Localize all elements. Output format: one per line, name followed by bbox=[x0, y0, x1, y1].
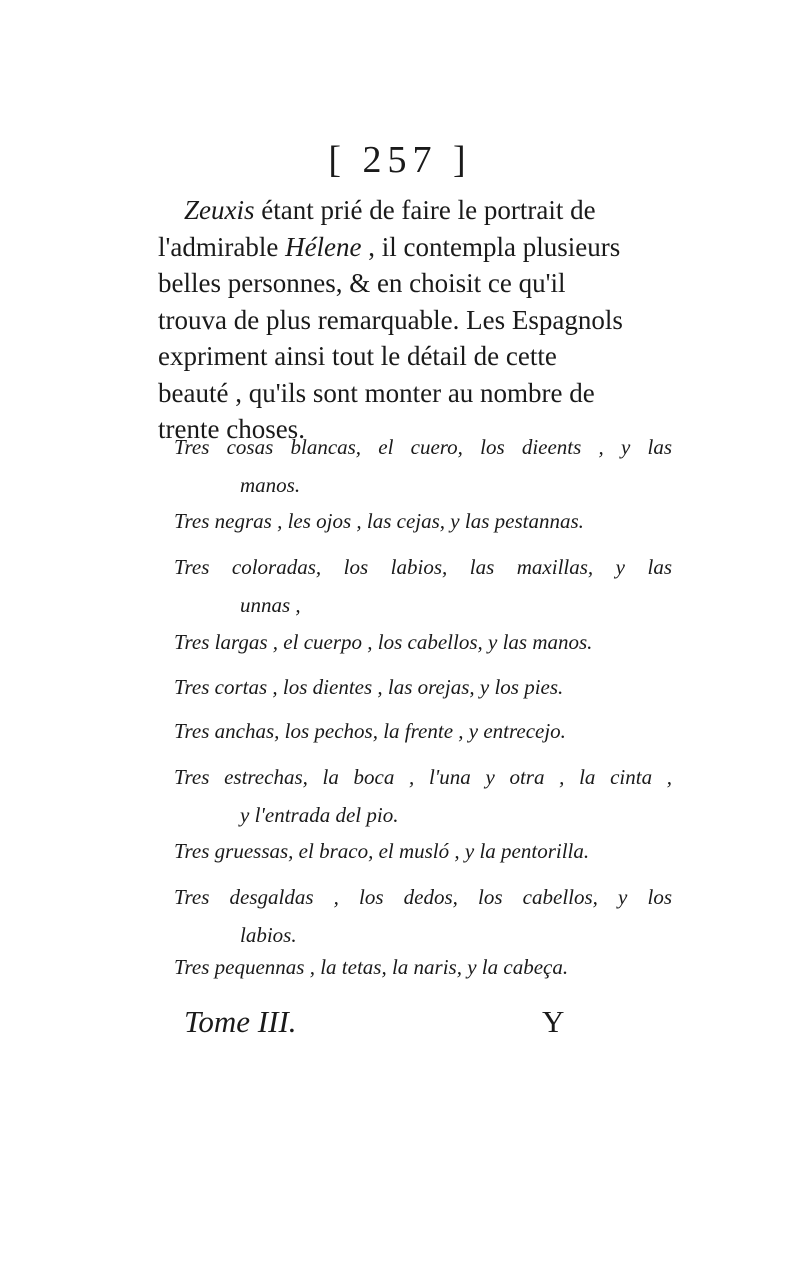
list-item-line: Tres gruessas, el braco, el musló , y la pentorilla. bbox=[174, 839, 590, 863]
list-item-line: Tres coloradas, los labios, las maxillas, y las bbox=[174, 555, 672, 579]
list-item bbox=[174, 668, 672, 706]
list-item-line: Tres largas , el cuerpo , los cabellos, y las manos. bbox=[174, 630, 593, 654]
list-item-line: Tres desgaldas , los dedos, los cabellos, y los bbox=[174, 885, 672, 909]
signature-mark: Y bbox=[542, 1004, 565, 1039]
intro-text: , il contempla plusieurs bbox=[361, 231, 621, 262]
list-item-line: Tres negras , les ojos , las cejas, y las pestannas. bbox=[174, 509, 584, 533]
list-item bbox=[174, 428, 672, 504]
list-item-line: Tres cosas blancas, el cuero, los dieents , y las bbox=[174, 435, 672, 459]
list-item bbox=[174, 878, 672, 954]
intro-line bbox=[158, 192, 678, 229]
list-item-line: Tres estrechas, la boca , l'una y otra , la cinta , bbox=[174, 765, 672, 789]
list-item-continuation: y l'entrada del pio. bbox=[240, 803, 399, 827]
intro-italic: Hélene bbox=[285, 231, 362, 262]
list-item bbox=[174, 548, 672, 624]
intro-line: trente choses. bbox=[158, 414, 305, 444]
list-item bbox=[174, 623, 672, 661]
volume-label: Tome III. bbox=[184, 1004, 297, 1039]
intro-line: expriment ainsi tout le détail de cette bbox=[158, 341, 557, 371]
list-item bbox=[174, 712, 672, 750]
intro-line bbox=[158, 229, 678, 266]
list-item-line: Tres pequennas , la tetas, la naris, y la cabeça. bbox=[174, 955, 569, 979]
list-item-continuation: manos. bbox=[240, 473, 301, 497]
intro-italic: Zeuxis bbox=[184, 195, 255, 225]
list-item-continuation: unnas , bbox=[240, 593, 301, 617]
page-number: [ 257 ] bbox=[328, 139, 472, 181]
list-item bbox=[174, 948, 672, 986]
intro-line: beauté , qu'ils sont monter au nombre de bbox=[158, 377, 595, 408]
list-item-continuation: labios. bbox=[240, 923, 297, 947]
list-item-line: Tres cortas , los dientes , las orejas, y los pies. bbox=[174, 675, 564, 699]
list-item-line: Tres anchas, los pechos, la frente , y entrecejo. bbox=[174, 719, 566, 743]
intro-paragraph bbox=[158, 192, 678, 448]
list-item bbox=[174, 832, 672, 870]
list-item bbox=[174, 502, 672, 540]
intro-text: étant prié de faire le portrait de bbox=[254, 195, 596, 225]
intro-line: trouva de plus remarquable. Les Espagnols bbox=[158, 304, 623, 335]
intro-text: l'admirable bbox=[158, 231, 286, 262]
list-item bbox=[174, 758, 672, 834]
intro-line: belles personnes, & en choisit ce qu'il bbox=[158, 268, 566, 298]
